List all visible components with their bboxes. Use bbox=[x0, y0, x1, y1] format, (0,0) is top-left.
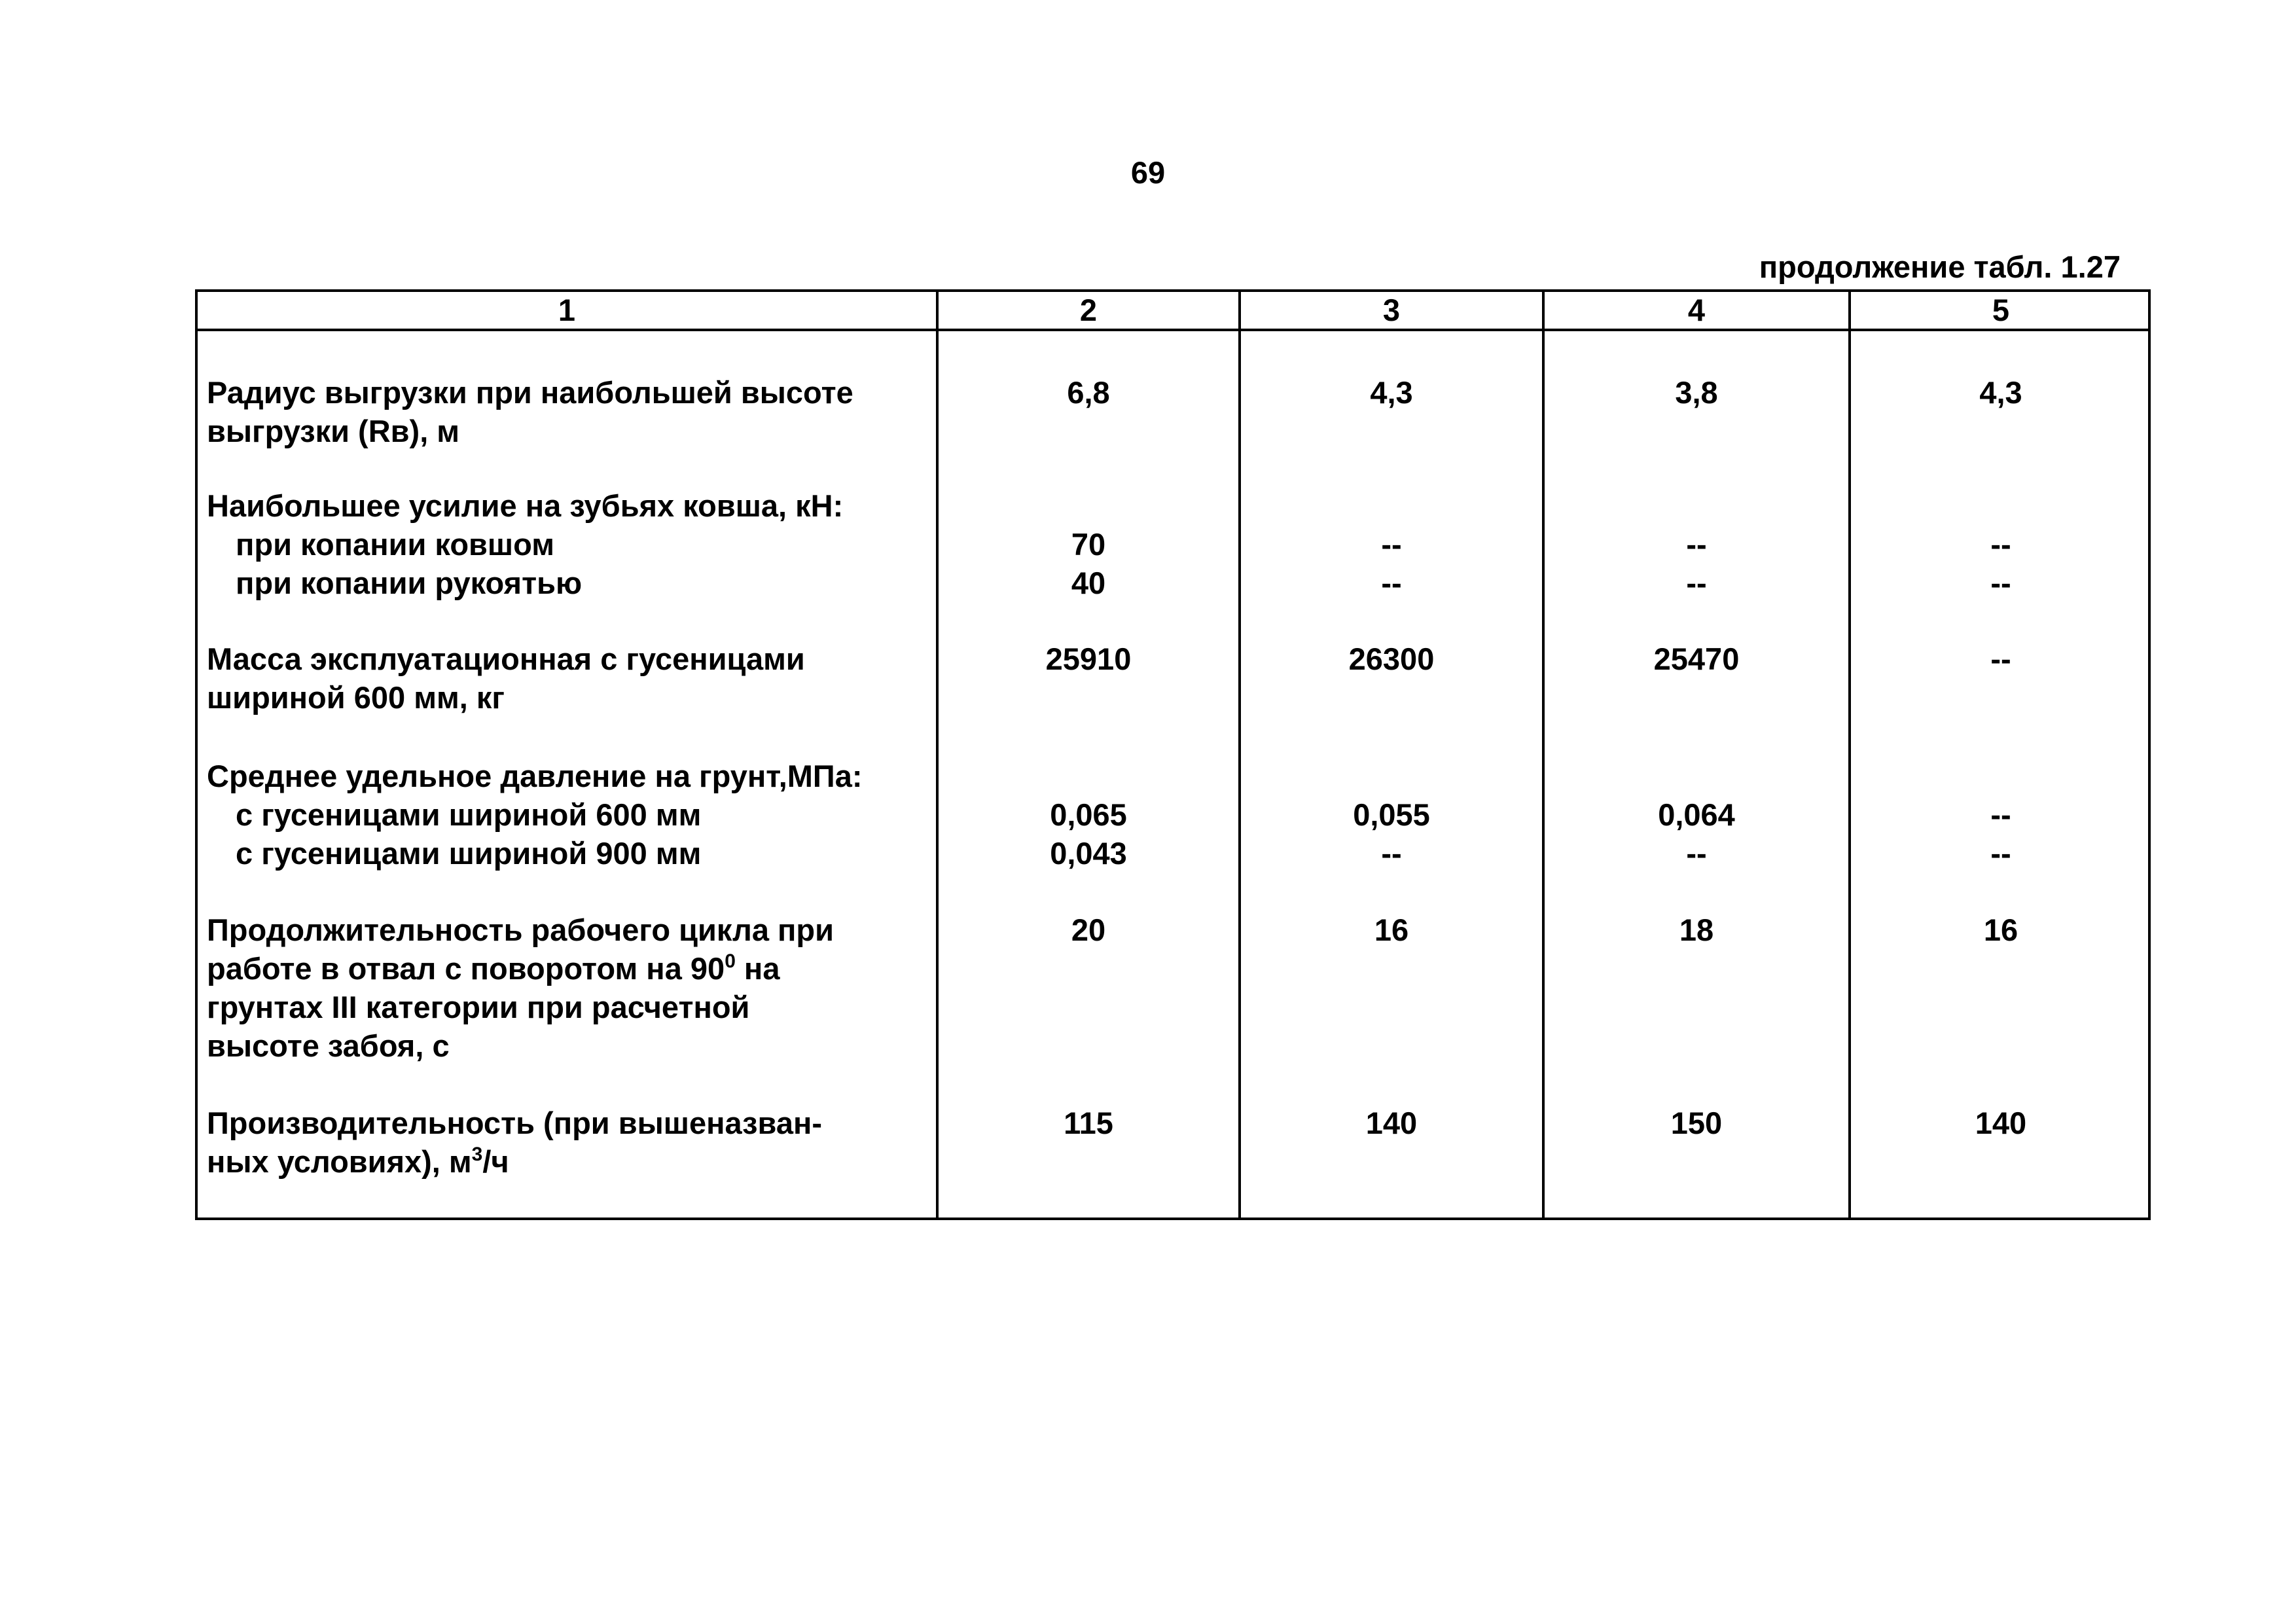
column-header-3: 3 bbox=[1382, 293, 1401, 327]
label-text: /ч bbox=[482, 1144, 509, 1179]
table-caption: продолжение табл. 1.27 bbox=[1759, 249, 2121, 284]
cell-productivity-col2: 115 bbox=[1064, 1106, 1113, 1140]
column-header-1: 1 bbox=[558, 293, 576, 327]
column-divider bbox=[1238, 292, 1241, 1218]
cell-productivity-col4: 150 bbox=[1670, 1106, 1723, 1140]
column-divider bbox=[936, 292, 939, 1218]
cell-line bbox=[939, 757, 1238, 795]
cell-line: -- bbox=[1990, 566, 2011, 600]
data-table bbox=[195, 289, 2151, 1220]
cell-unload-radius-col2: 6,8 bbox=[1067, 375, 1110, 410]
cell-cycle-duration-col3: 16 bbox=[1374, 912, 1409, 947]
cell-bucket-force-col2 bbox=[939, 486, 1238, 602]
cell-line: 0,064 bbox=[1658, 797, 1735, 832]
cell-line bbox=[1241, 757, 1542, 795]
label-line: выгрузки (Rв), м bbox=[207, 414, 460, 448]
row-label-productivity bbox=[207, 1104, 927, 1181]
cell-ground-pressure-col3 bbox=[1241, 757, 1542, 873]
cell-cycle-duration-col5: 16 bbox=[1983, 912, 2018, 947]
cell-ground-pressure-col4 bbox=[1545, 757, 1848, 873]
column-divider bbox=[1848, 292, 1851, 1218]
label-line: Среднее удельное давление на грунт,МПа: bbox=[207, 759, 863, 793]
row-label-operating-mass bbox=[207, 640, 927, 717]
label-line: Масса эксплуатационная с гусеницами bbox=[207, 641, 805, 676]
cell-line: -- bbox=[1990, 836, 2011, 871]
cell-line: -- bbox=[1686, 566, 1707, 600]
cell-operating-mass-col3: 26300 bbox=[1348, 641, 1435, 676]
cell-line: 70 bbox=[1071, 527, 1106, 562]
label-line: при копании рукоятью bbox=[236, 566, 583, 600]
label-line: грунтах III категории при расчетной bbox=[207, 990, 750, 1024]
label-line bbox=[207, 1142, 927, 1181]
cell-operating-mass-col2: 25910 bbox=[1045, 641, 1132, 676]
cell-line bbox=[1851, 486, 2151, 525]
cell-bucket-force-col3 bbox=[1241, 486, 1542, 602]
cell-productivity-col3: 140 bbox=[1365, 1106, 1418, 1140]
cell-ground-pressure-col5 bbox=[1851, 757, 2151, 873]
cell-line bbox=[1545, 486, 1848, 525]
cell-operating-mass-col5: -- bbox=[1990, 641, 2011, 676]
cell-unload-radius-col4: 3,8 bbox=[1675, 375, 1718, 410]
superscript-cubic: 3 bbox=[471, 1144, 483, 1165]
cell-bucket-force-col5 bbox=[1851, 486, 2151, 602]
cell-line: -- bbox=[1686, 836, 1707, 871]
cell-productivity-col5: 140 bbox=[1975, 1106, 2027, 1140]
cell-line: -- bbox=[1381, 527, 1402, 562]
column-header-4: 4 bbox=[1687, 293, 1706, 327]
label-line: при копании ковшом bbox=[236, 527, 554, 562]
label-line: высоте забоя, с bbox=[207, 1028, 450, 1063]
cell-line: -- bbox=[1381, 566, 1402, 600]
row-label-unload-radius bbox=[207, 373, 927, 450]
label-text: ных условиях), м bbox=[207, 1144, 472, 1179]
superscript-degree: 0 bbox=[725, 950, 736, 972]
cell-line: -- bbox=[1990, 797, 2011, 832]
cell-line: 0,055 bbox=[1353, 797, 1430, 832]
cell-line: 40 bbox=[1071, 566, 1106, 600]
label-line: Наибольшее усилие на зубьях ковша, кН: bbox=[207, 488, 844, 523]
column-header-2: 2 bbox=[1079, 293, 1098, 327]
label-line: Радиус выгрузки при наибольшей высоте bbox=[207, 375, 853, 410]
cell-operating-mass-col4: 25470 bbox=[1653, 641, 1740, 676]
cell-unload-radius-col3: 4,3 bbox=[1370, 375, 1413, 410]
page-number: 69 bbox=[1130, 155, 1166, 190]
cell-line: -- bbox=[1990, 527, 2011, 562]
column-divider bbox=[1542, 292, 1545, 1218]
label-text: работе в отвал с поворотом на 90 bbox=[207, 951, 725, 986]
cell-line bbox=[1851, 757, 2151, 795]
cell-line bbox=[1545, 757, 1848, 795]
cell-unload-radius-col5: 4,3 bbox=[1979, 375, 2022, 410]
row-label-cycle-duration bbox=[207, 911, 927, 1065]
column-header-5: 5 bbox=[1992, 293, 2010, 327]
row-label-ground-pressure bbox=[207, 757, 927, 873]
row-label-bucket-force bbox=[207, 486, 927, 602]
label-line: с гусеницами шириной 600 мм bbox=[236, 797, 702, 832]
cell-line bbox=[1241, 486, 1542, 525]
label-line: Продолжительность рабочего цикла при bbox=[207, 912, 834, 947]
cell-line: -- bbox=[1381, 836, 1402, 871]
cell-line bbox=[939, 486, 1238, 525]
label-line: Производительность (при вышеназван- bbox=[207, 1106, 822, 1140]
label-line bbox=[207, 949, 927, 988]
cell-ground-pressure-col2 bbox=[939, 757, 1238, 873]
header-divider bbox=[198, 329, 2148, 331]
cell-line: -- bbox=[1686, 527, 1707, 562]
cell-cycle-duration-col4: 18 bbox=[1679, 912, 1714, 947]
cell-bucket-force-col4 bbox=[1545, 486, 1848, 602]
cell-line: 0,065 bbox=[1050, 797, 1127, 832]
label-line: с гусеницами шириной 900 мм bbox=[236, 836, 702, 871]
label-line: шириной 600 мм, кг bbox=[207, 680, 505, 715]
cell-cycle-duration-col2: 20 bbox=[1071, 912, 1106, 947]
cell-line: 0,043 bbox=[1050, 836, 1127, 871]
label-text: на bbox=[735, 951, 780, 986]
